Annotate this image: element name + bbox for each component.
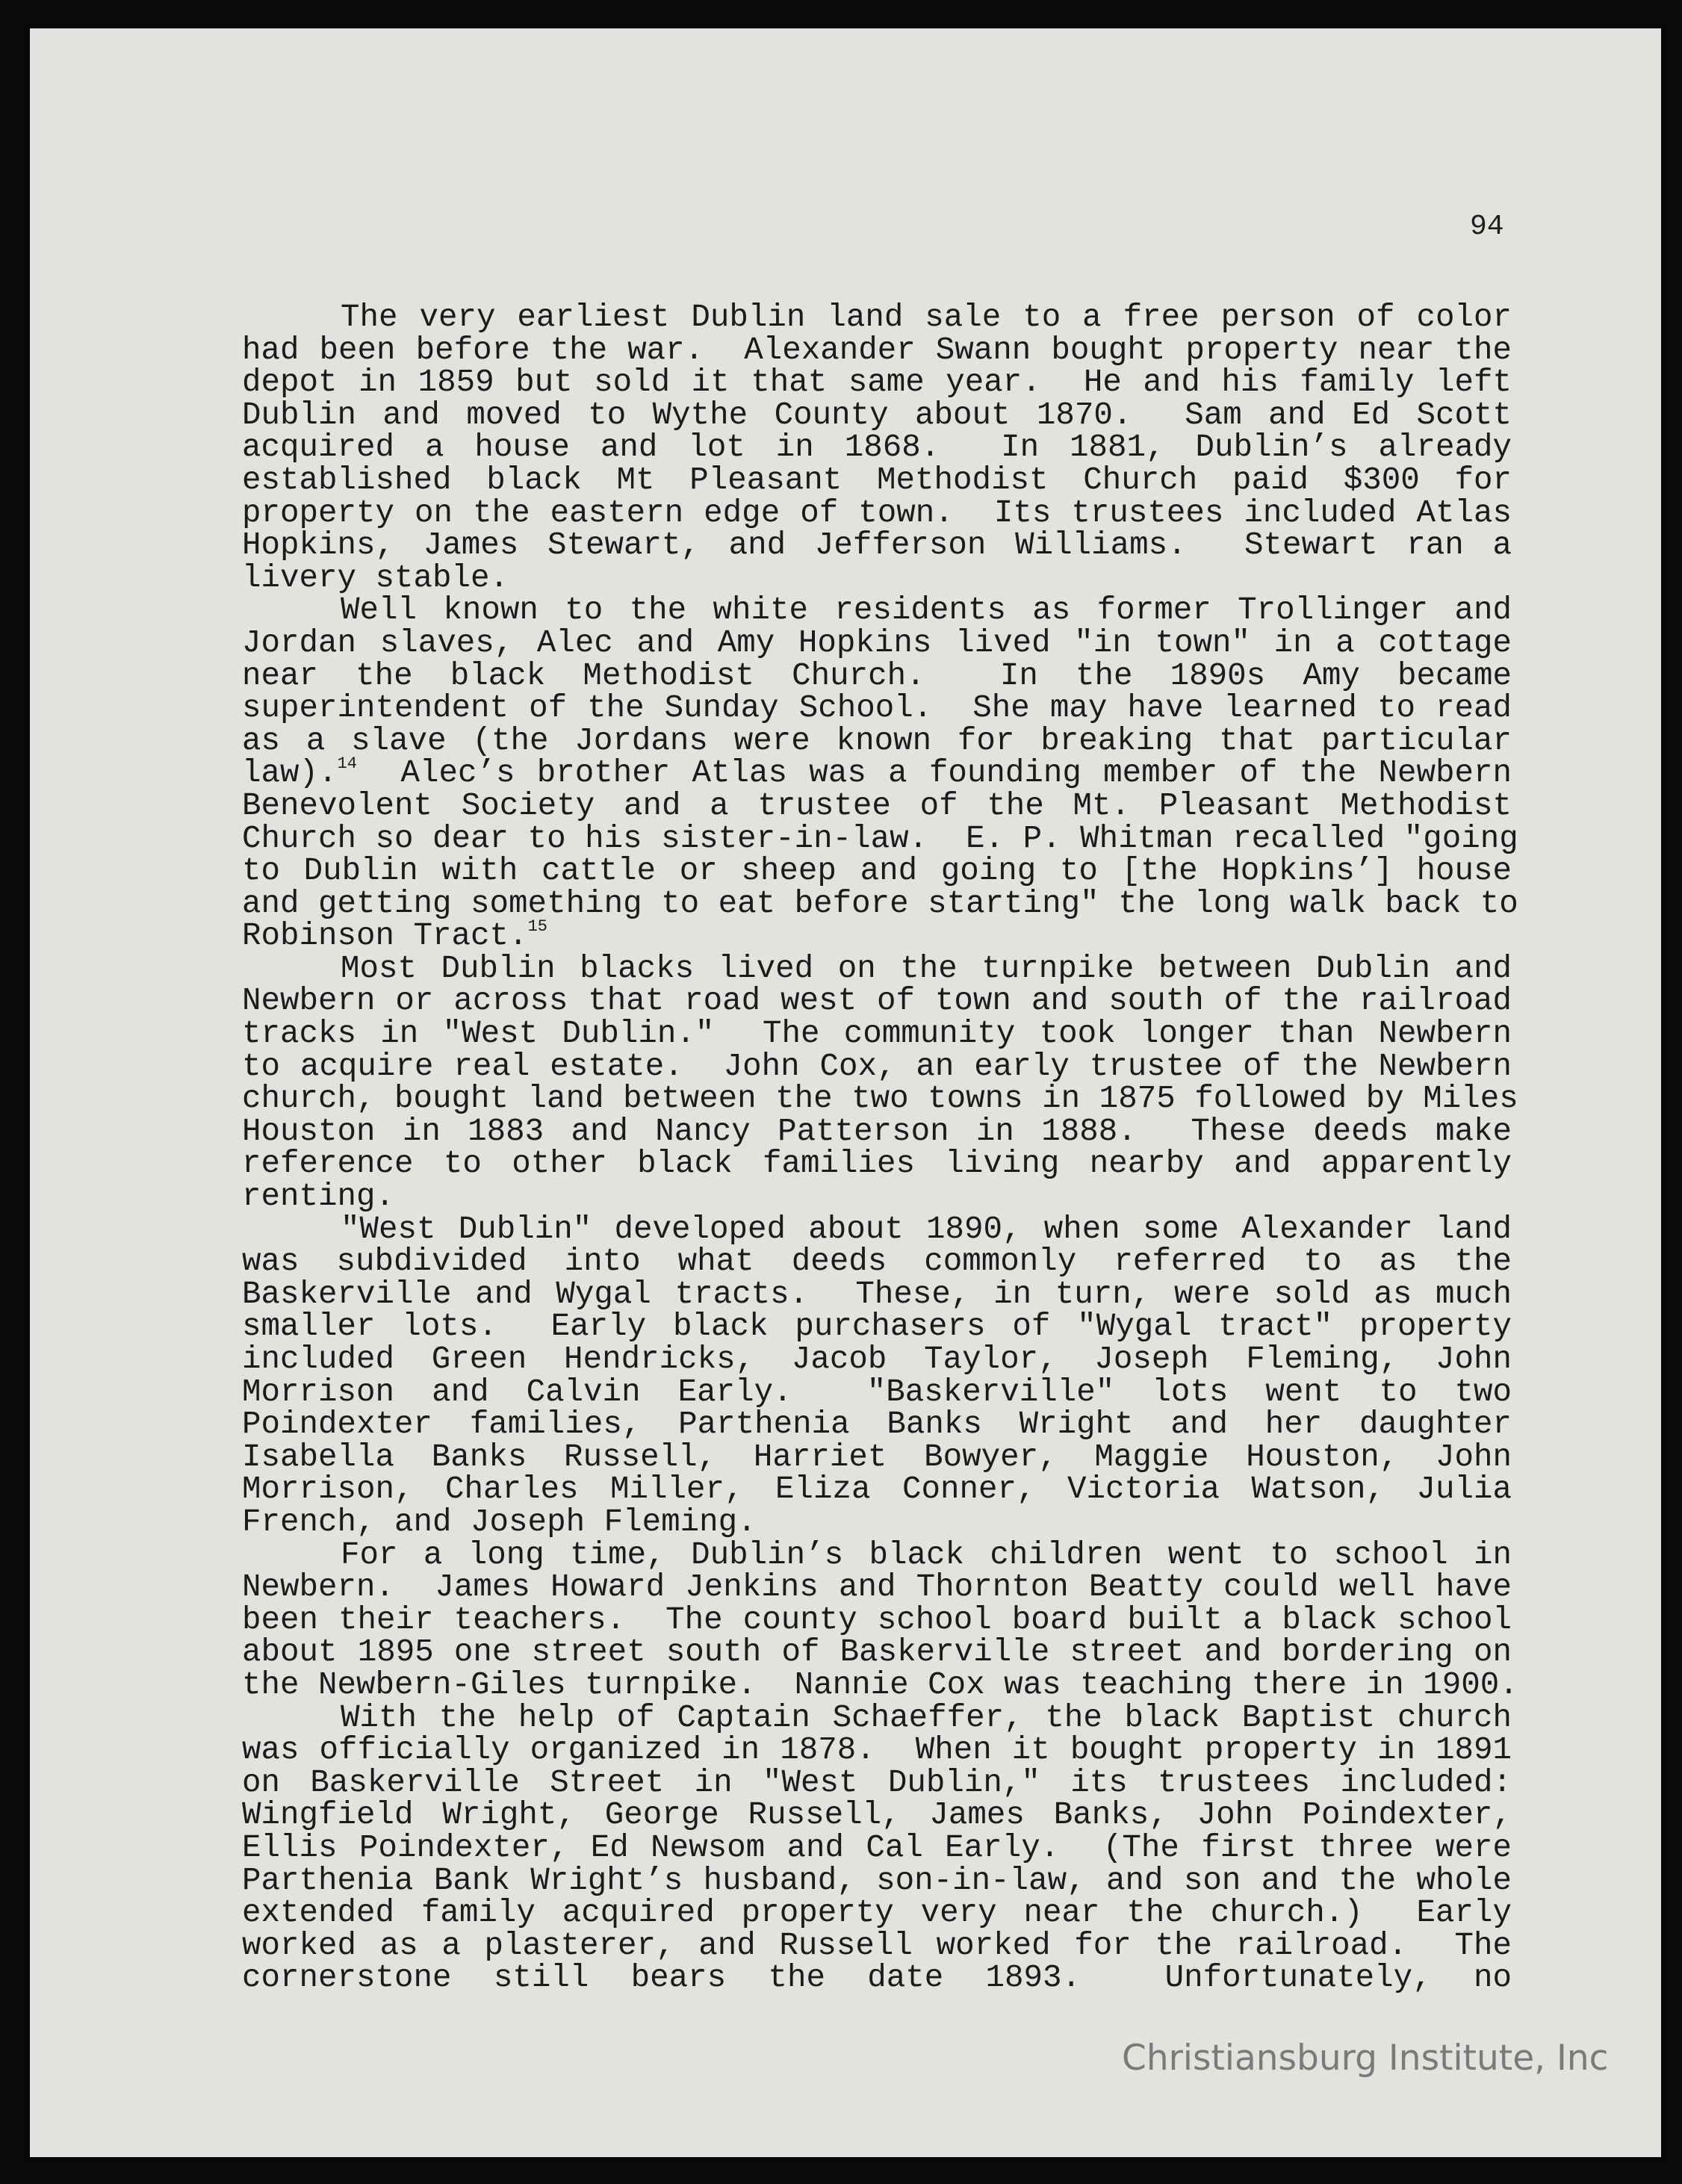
text-line <box>242 1699 1512 1736</box>
text-line <box>242 787 1512 824</box>
line-text: included Green Hendricks, Jacob Taylor, Joseph Fleming, John <box>242 1341 1512 1377</box>
text-line <box>242 397 1512 433</box>
text-line <box>242 985 1512 1018</box>
line-text: the Newbern-Giles turnpike. Nannie Cox was teaching there in 1900. <box>242 1666 1518 1703</box>
text-line <box>242 1601 1512 1638</box>
line-text: as a slave (the Jordans were known for breaking that particular <box>242 722 1512 759</box>
text-line <box>242 1862 1512 1899</box>
body-text <box>242 300 1518 1997</box>
text-line <box>242 527 1512 564</box>
line-text: Baskerville and Wygal tracts. These, in turn, were sold as much <box>242 1276 1512 1312</box>
text-line <box>242 1211 1512 1247</box>
text-line <box>242 1634 1512 1671</box>
footnote-marker: 15 <box>527 917 547 937</box>
text-line <box>242 950 1512 987</box>
text-line <box>242 1799 1512 1832</box>
line-text: Poindexter families, Parthenia Banks Wright and her daughter <box>242 1406 1512 1443</box>
text-line <box>242 1536 1512 1573</box>
line-text: about 1895 one street south of Baskerville street and bordering on <box>242 1634 1512 1671</box>
line-text: Benevolent Society and a trustee of the Mt. Pleasant Methodist <box>242 787 1512 824</box>
line-text: livery stable. <box>242 559 509 596</box>
text-line <box>242 722 1512 759</box>
line-text: Hopkins, James Stewart, and Jefferson Williams. Stewart ran a <box>242 527 1512 564</box>
line-text: church, bought land between the two towns in 1875 followed by Miles <box>242 1081 1518 1117</box>
line-text: was subdivided into what deeds commonly referred to as the <box>242 1244 1512 1280</box>
line-text: Isabella Banks Russell, Harriet Bowyer, Maggie Houston, John <box>242 1439 1512 1475</box>
text-line <box>242 1439 1512 1475</box>
text-line <box>242 1048 1512 1085</box>
line-text: "West Dublin" developed about 1890, when some Alexander land <box>341 1211 1512 1247</box>
text-line <box>242 364 1512 401</box>
text-line <box>242 1113 1512 1150</box>
line-text: property on the eastern edge of town. Its trustees included Atlas <box>242 494 1512 531</box>
line-text: French, and Joseph Fleming. <box>242 1504 757 1540</box>
line-text: Most Dublin blacks lived on the turnpike between Dublin and <box>341 950 1512 987</box>
text-line <box>242 1897 1512 1930</box>
line-text: Parthenia Bank Wright’s husband, son-in-law, and son and the whole <box>242 1862 1512 1899</box>
line-text: reference to other black families living nearby and apparently <box>242 1146 1512 1182</box>
text-line <box>242 462 1512 498</box>
line-text: on Baskerville Street in "West Dublin," its trustees included: <box>242 1764 1512 1801</box>
line-text: Robinson Tract. <box>242 918 528 955</box>
line-text: Morrison, Charles Miller, Eliza Conner, Victoria Watson, Julia <box>242 1471 1512 1508</box>
line-text: acquired a house and lot in 1868. In 1881, Dublin’s already <box>242 429 1512 466</box>
page-number: 94 <box>1470 211 1504 243</box>
text-line <box>242 302 1512 335</box>
line-text: Well known to the white residents as former Trollinger and <box>341 592 1512 629</box>
text-line <box>242 1311 1512 1344</box>
text-line <box>242 1341 1512 1377</box>
line-text: Jordan slaves, Alec and Amy Hopkins lived "in town" in a cottage <box>242 624 1512 661</box>
line-text: depot in 1859 but sold it that same year. He and his family left <box>242 364 1512 401</box>
line-text: near the black Methodist Church. In the 1890s Amy became <box>242 657 1512 694</box>
line-text: Morrison and Calvin Early. "Baskerville" lots went to two <box>242 1374 1512 1410</box>
line-text: superintendent of the Sunday School. She may have learned to read <box>242 690 1512 727</box>
line-text: The very earliest Dublin land sale to a free person of color <box>341 300 1512 335</box>
text-line <box>242 559 1512 596</box>
text-line <box>242 1276 1512 1312</box>
line-text: established black Mt Pleasant Methodist Church paid $300 for <box>242 462 1512 498</box>
line-text: was officially organized in 1878. When it bought property in 1891 <box>242 1732 1512 1769</box>
text-line <box>242 1181 1512 1214</box>
text-line <box>242 1246 1512 1279</box>
line-text: Ellis Poindexter, Ed Newsom and Cal Early. (The first three were <box>242 1829 1512 1866</box>
text-line <box>242 592 1512 629</box>
line-text: Wingfield Wright, George Russell, James Banks, John Poindexter, <box>242 1797 1512 1834</box>
line-text: to Dublin with cattle or sheep and going to [the Hopkins’] house <box>242 853 1512 890</box>
text-line <box>242 1764 1512 1801</box>
line-text: For a long time, Dublin’s black children went to school in <box>341 1536 1512 1573</box>
line-text: law). <box>242 755 338 792</box>
footnote-marker: 14 <box>337 754 357 774</box>
text-line <box>242 1504 1512 1540</box>
line-text: Dublin and moved to Wythe County about 1870. Sam and Ed Scott <box>242 397 1512 433</box>
text-line <box>242 820 1518 857</box>
line-text: tracks in "West Dublin." The community took longer than Newbern <box>242 1016 1512 1052</box>
text-line <box>242 754 1512 792</box>
line-text: cornerstone still bears the date 1893. Unfortunately, no <box>242 1960 1512 1997</box>
line-text: Newbern or across that road west of town and south of the railroad <box>242 983 1512 1020</box>
text-line <box>242 1962 1512 1995</box>
document-page <box>30 28 1661 2157</box>
text-line <box>242 1406 1512 1443</box>
text-line <box>242 1927 1512 1964</box>
text-line <box>242 332 1512 368</box>
text-line <box>242 494 1512 531</box>
line-text: smaller lots. Early black purchasers of "Wygal tract" property <box>242 1309 1512 1345</box>
text-line <box>242 1666 1518 1703</box>
line-text: to acquire real estate. John Cox, an early trustee of the Newbern <box>242 1048 1512 1085</box>
text-line <box>242 692 1512 725</box>
line-text: Newbern. James Howard Jenkins and Thornton Beatty could well have <box>242 1569 1512 1606</box>
text-line <box>242 1829 1512 1866</box>
line-text: been their teachers. The county school board built a black school <box>242 1601 1512 1638</box>
line-text: and getting something to eat before starting" the long walk back to <box>242 885 1518 922</box>
text-line <box>242 1148 1512 1181</box>
text-line <box>242 1018 1512 1051</box>
text-line <box>242 855 1512 888</box>
line-text: Church so dear to his sister-in-law. E. P. Whitman recalled "going <box>242 820 1518 857</box>
text-line <box>242 885 1518 922</box>
text-line <box>242 1081 1518 1117</box>
text-line <box>242 1471 1512 1508</box>
line-text-continued: Alec’s brother Atlas was a founding member of the Newbern <box>356 755 1512 792</box>
line-text: extended family acquired property very near the church.) Early <box>242 1895 1512 1932</box>
line-text: Houston in 1883 and Nancy Patterson in 1888. These deeds make <box>242 1113 1512 1150</box>
text-line <box>242 1569 1512 1606</box>
line-text: worked as a plasterer, and Russell worked for the railroad. The <box>242 1927 1512 1964</box>
line-text: With the help of Captain Schaeffer, the black Baptist church <box>341 1699 1512 1736</box>
text-line <box>242 429 1512 466</box>
text-line <box>242 917 1512 955</box>
line-text: had been before the war. Alexander Swann bought property near the <box>242 332 1512 368</box>
watermark: Christiansburg Institute, Inc <box>1122 2038 1609 2079</box>
text-line <box>242 657 1512 694</box>
text-line <box>242 1374 1512 1410</box>
line-text: renting. <box>242 1179 395 1215</box>
text-line <box>242 1734 1512 1767</box>
text-line <box>242 624 1512 661</box>
